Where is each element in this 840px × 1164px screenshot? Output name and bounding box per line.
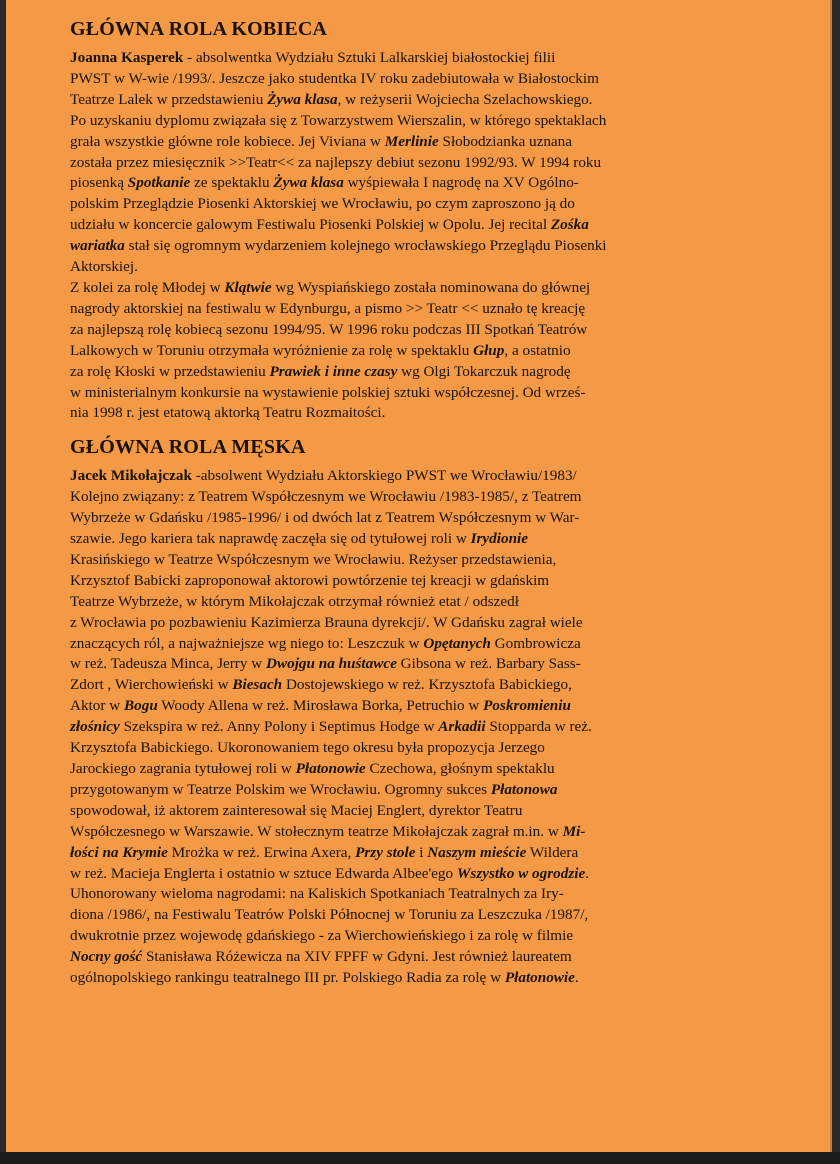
text-segment: wg Olgi Tokarczuk nagrodę <box>397 362 571 380</box>
text-segment: ogólnopolskiego rankingu teatralnego III pr. Polskiego Radia za rolę w <box>70 969 505 987</box>
text-segment: Aktorskiej. <box>70 258 138 276</box>
text-line <box>70 236 780 257</box>
text-segment: PWST w W-wie /1993/. Jeszcze jako studentka IV roku zadebiutowała w Białostockim <box>70 69 599 87</box>
text-segment: Mrożka w reż. Erwina Axera, <box>167 843 356 861</box>
work-title: łości na Krymie <box>70 843 168 861</box>
text-line <box>70 194 780 215</box>
text-segment: Krasińskiego w Teatrze Współczesnym we Wrocławiu. Reżyser przedstawienia, <box>70 550 557 568</box>
text-segment: wyśpiewała I nagrodę na XV Ogólno- <box>343 174 579 192</box>
text-segment: grała wszystkie główne role kobiece. Jej Viviana w <box>70 132 385 150</box>
text-line <box>70 320 780 341</box>
text-segment: z Wrocławia po pozbawieniu Kazimierza Brauna dyrekcji/. W Gdańsku zagrał wiele <box>70 613 583 631</box>
text-line <box>70 947 780 968</box>
text-segment: Stopparda w reż. <box>485 718 592 736</box>
text-segment: Krzysztof Babicki zaproponował aktorowi powtórzenie tej kreacji w gdańskim <box>70 571 550 589</box>
text-segment: Stanisława Różewicza na XIV FPFF w Gdyni. Jest również laureatem <box>142 948 572 966</box>
text-line <box>70 132 780 153</box>
text-line <box>70 466 780 487</box>
text-line <box>70 69 780 90</box>
text-segment: Aktor w <box>70 697 124 715</box>
text-segment: diona /1986/, na Festiwalu Teatrów Polski Północnej w Toruniu za Leszczuka /1987/, <box>70 906 589 924</box>
text-line <box>70 613 780 634</box>
text-line <box>70 257 780 278</box>
text-segment: wg Wyspiańskiego została nominowana do głównej <box>271 278 591 296</box>
work-title: Naszym mieście <box>427 843 527 861</box>
text-line <box>70 487 780 508</box>
work-title: Opętanych <box>423 634 491 652</box>
person-name: Joanna Kasperek <box>70 49 184 66</box>
text-line <box>70 529 780 550</box>
text-segment: Krzysztofa Babickiego. Ukoronowaniem tego okresu była propozycja Jerzego <box>70 739 545 757</box>
text-segment: - absolwentka Wydziału Sztuki Lalkarskiej białostockiej filii <box>187 49 556 66</box>
text-segment: za rolę Kłoski w przedstawieniu <box>70 362 270 380</box>
text-segment: za najlepszą rolę kobiecą sezonu 1994/95. W 1996 roku podczas III Spotkań Teatrów <box>70 320 588 338</box>
text-line <box>70 780 780 801</box>
text-line <box>70 759 780 780</box>
text-segment: Lalkowych w Toruniu otrzymała wyróżnienie za rolę w spektaklu <box>70 341 474 359</box>
text-segment: znaczących ról, a najważniejsze wg niego to: Leszczuk w <box>70 634 424 652</box>
work-title: Poskromieniu <box>483 697 571 715</box>
text-line <box>70 278 780 299</box>
work-title: Merlinie <box>384 132 439 150</box>
text-line <box>70 822 780 843</box>
work-title: Zośka <box>550 216 589 234</box>
work-title: Głup <box>473 341 505 359</box>
text-segment: Kolejno związany: z Teatrem Współczesnym we Wrocławiu /1983-1985/, z Teatrem <box>70 488 582 506</box>
text-segment: piosenką <box>70 174 128 192</box>
text-segment: Wybrzeże w Gdańsku /1985-1996/ i od dwóch lat z Teatrem Współczesnym w War- <box>70 509 580 527</box>
text-segment: Szekspira w reż. Anny Polony i Septimus Hodge w <box>119 718 439 736</box>
text-segment: w reż. Macieja Englerta i ostatnio w sztuce Edwarda Albee'ego <box>70 864 457 882</box>
person-name: Jacek Mikołajczak <box>70 467 192 485</box>
work-title: Dwojgu na huśtawce <box>266 655 397 673</box>
work-title: Płatonowa <box>490 780 558 798</box>
work-title: Klątwie <box>224 278 272 296</box>
text-line <box>70 654 780 675</box>
text-segment: Zdort , Wierchowieński w <box>70 676 233 694</box>
text-segment: nagrody aktorskiej na festiwalu w Edynburgu, a pismo >> Teatr << uznało tę kreację <box>70 299 586 317</box>
text-segment: Dostojewskiego w reż. Krzysztofa Babickiego, <box>282 676 572 694</box>
text-line <box>70 111 780 132</box>
text-line <box>70 843 780 864</box>
text-segment: nia 1998 r. jest etatową aktorką Teatru Rozmaitości. <box>70 404 386 422</box>
text-segment: Gibsona w reż. Barbary Sass- <box>396 655 581 673</box>
text-segment: . <box>574 969 579 987</box>
text-segment: Jarockiego zagrania tytułowej roli w <box>70 760 296 777</box>
text-segment: Gombrowicza <box>490 634 581 652</box>
text-line <box>70 968 780 989</box>
text-segment: Teatrze Wybrzeże, w którym Mikołajczak otrzymał również etat / odszedł <box>70 592 519 610</box>
work-title: wariatka <box>70 237 125 255</box>
work-title: Wszystko w ogrodzie <box>456 864 586 882</box>
female-role-heading: GŁÓWNA ROLA KOBIECA <box>70 18 328 40</box>
text-segment: udziału w koncercie galowym Festiwalu Piosenki Polskiej w Opolu. Jej recital <box>70 216 551 234</box>
work-title: Prawiek i inne czasy <box>269 362 398 380</box>
text-line <box>70 926 780 947</box>
text-segment: spowodował, iż aktorem zainteresował się Maciej Englert, dyrektor Teatru <box>70 801 523 819</box>
document-content <box>70 14 780 989</box>
text-segment: Z kolei za rolę Młodej w <box>70 278 225 296</box>
text-segment: Słobodzianka uznana <box>438 132 572 150</box>
text-line <box>70 634 780 655</box>
text-segment: , w reżyserii Wojciecha Szelachowskiego. <box>337 90 593 108</box>
work-title: Nocny gość <box>70 948 143 966</box>
work-title: Mi- <box>562 822 586 840</box>
text-line <box>70 383 780 404</box>
text-segment: Woody Allena w reż. Mirosława Borka, Petruchio w <box>157 697 484 715</box>
text-segment: przygotowanym w Teatrze Polskim we Wrocławiu. Ogromny sukces <box>70 780 491 798</box>
work-title: Spotkanie <box>127 174 191 192</box>
text-line <box>70 801 780 822</box>
male-role-heading: GŁÓWNA ROLA MĘSKA <box>70 436 306 459</box>
work-title: Żywa klasa <box>267 90 338 108</box>
text-segment: szawie. Jego kariera tak naprawdę zaczęła się od tytułowej roli w <box>70 530 471 548</box>
text-line <box>70 153 780 174</box>
text-line <box>70 696 780 717</box>
work-title: złośnicy <box>70 718 120 736</box>
text-line <box>70 299 780 320</box>
text-segment: w reż. Tadeusza Minca, Jerry w <box>70 655 267 673</box>
female-role-section <box>70 14 780 424</box>
work-title: Płatonowie <box>295 760 366 777</box>
text-line <box>70 738 780 759</box>
female-role-paragraph <box>70 48 780 424</box>
text-segment: Teatrze Lalek w przedstawieniu <box>70 90 268 108</box>
work-title: Żywa klasa <box>273 174 344 192</box>
text-segment: . <box>585 864 589 882</box>
text-segment: Po uzyskaniu dyplomu związała się z Towarzystwem Wierszalin, w którego spektaklach <box>70 111 607 129</box>
scan-edge <box>0 1152 840 1164</box>
document-page <box>6 0 832 1152</box>
text-segment: stał się ogromnym wydarzeniem kolejnego wrocławskiego Przeglądu Piosenki <box>124 237 607 255</box>
text-line <box>70 403 780 424</box>
work-title: Irydionie <box>470 530 528 548</box>
text-segment: Współczesnego w Warszawie. W stołecznym teatrze Mikołajczak zagrał m.in. w <box>70 822 563 840</box>
text-line <box>70 173 780 194</box>
text-line <box>70 341 780 362</box>
male-role-section <box>70 432 780 989</box>
text-segment: Wildera <box>526 843 579 861</box>
text-segment: i <box>415 843 428 861</box>
text-line <box>70 571 780 592</box>
text-segment: ze spektaklu <box>190 174 274 192</box>
male-role-paragraph <box>70 466 780 989</box>
work-title: Płatonowie <box>504 969 575 987</box>
text-segment: Uhonorowany wieloma nagrodami: na Kaliskich Spotkaniach Teatralnych za Iry- <box>70 885 564 903</box>
text-segment: Czechowa, głośnym spektaklu <box>365 760 555 777</box>
text-segment: -absolwent Wydziału Aktorskiego PWST we Wrocławiu/1983/ <box>195 467 577 485</box>
text-line <box>70 362 780 383</box>
text-segment: polskim Przeglądzie Piosenki Aktorskiej we Wrocławiu, po czym zaproszono ją do <box>70 195 575 213</box>
text-line <box>70 90 780 111</box>
text-segment: w ministerialnym konkursie na wystawienie polskiej sztuki współczesnej. Od wrześ- <box>70 383 586 401</box>
text-line <box>70 508 780 529</box>
text-line <box>70 884 780 905</box>
text-line <box>70 675 780 696</box>
text-segment: została przez miesięcznik >>Teatr<< za najlepszy debiut sezonu 1992/93. W 1994 roku <box>70 153 602 171</box>
text-segment: , a ostatnio <box>504 341 571 359</box>
work-title: Przy stole <box>355 843 416 861</box>
work-title: Bogu <box>124 697 158 715</box>
text-segment: dwukrotnie przez wojewodę gdańskiego - za Wierchowieńskiego i za rolę w filmie <box>70 927 574 945</box>
text-line <box>70 550 780 571</box>
work-title: Arkadii <box>438 718 486 736</box>
text-line <box>70 905 780 926</box>
text-line <box>70 717 780 738</box>
text-line <box>70 48 780 69</box>
text-line <box>70 215 780 236</box>
work-title: Biesach <box>232 676 283 694</box>
text-line <box>70 864 780 885</box>
text-line <box>70 592 780 613</box>
